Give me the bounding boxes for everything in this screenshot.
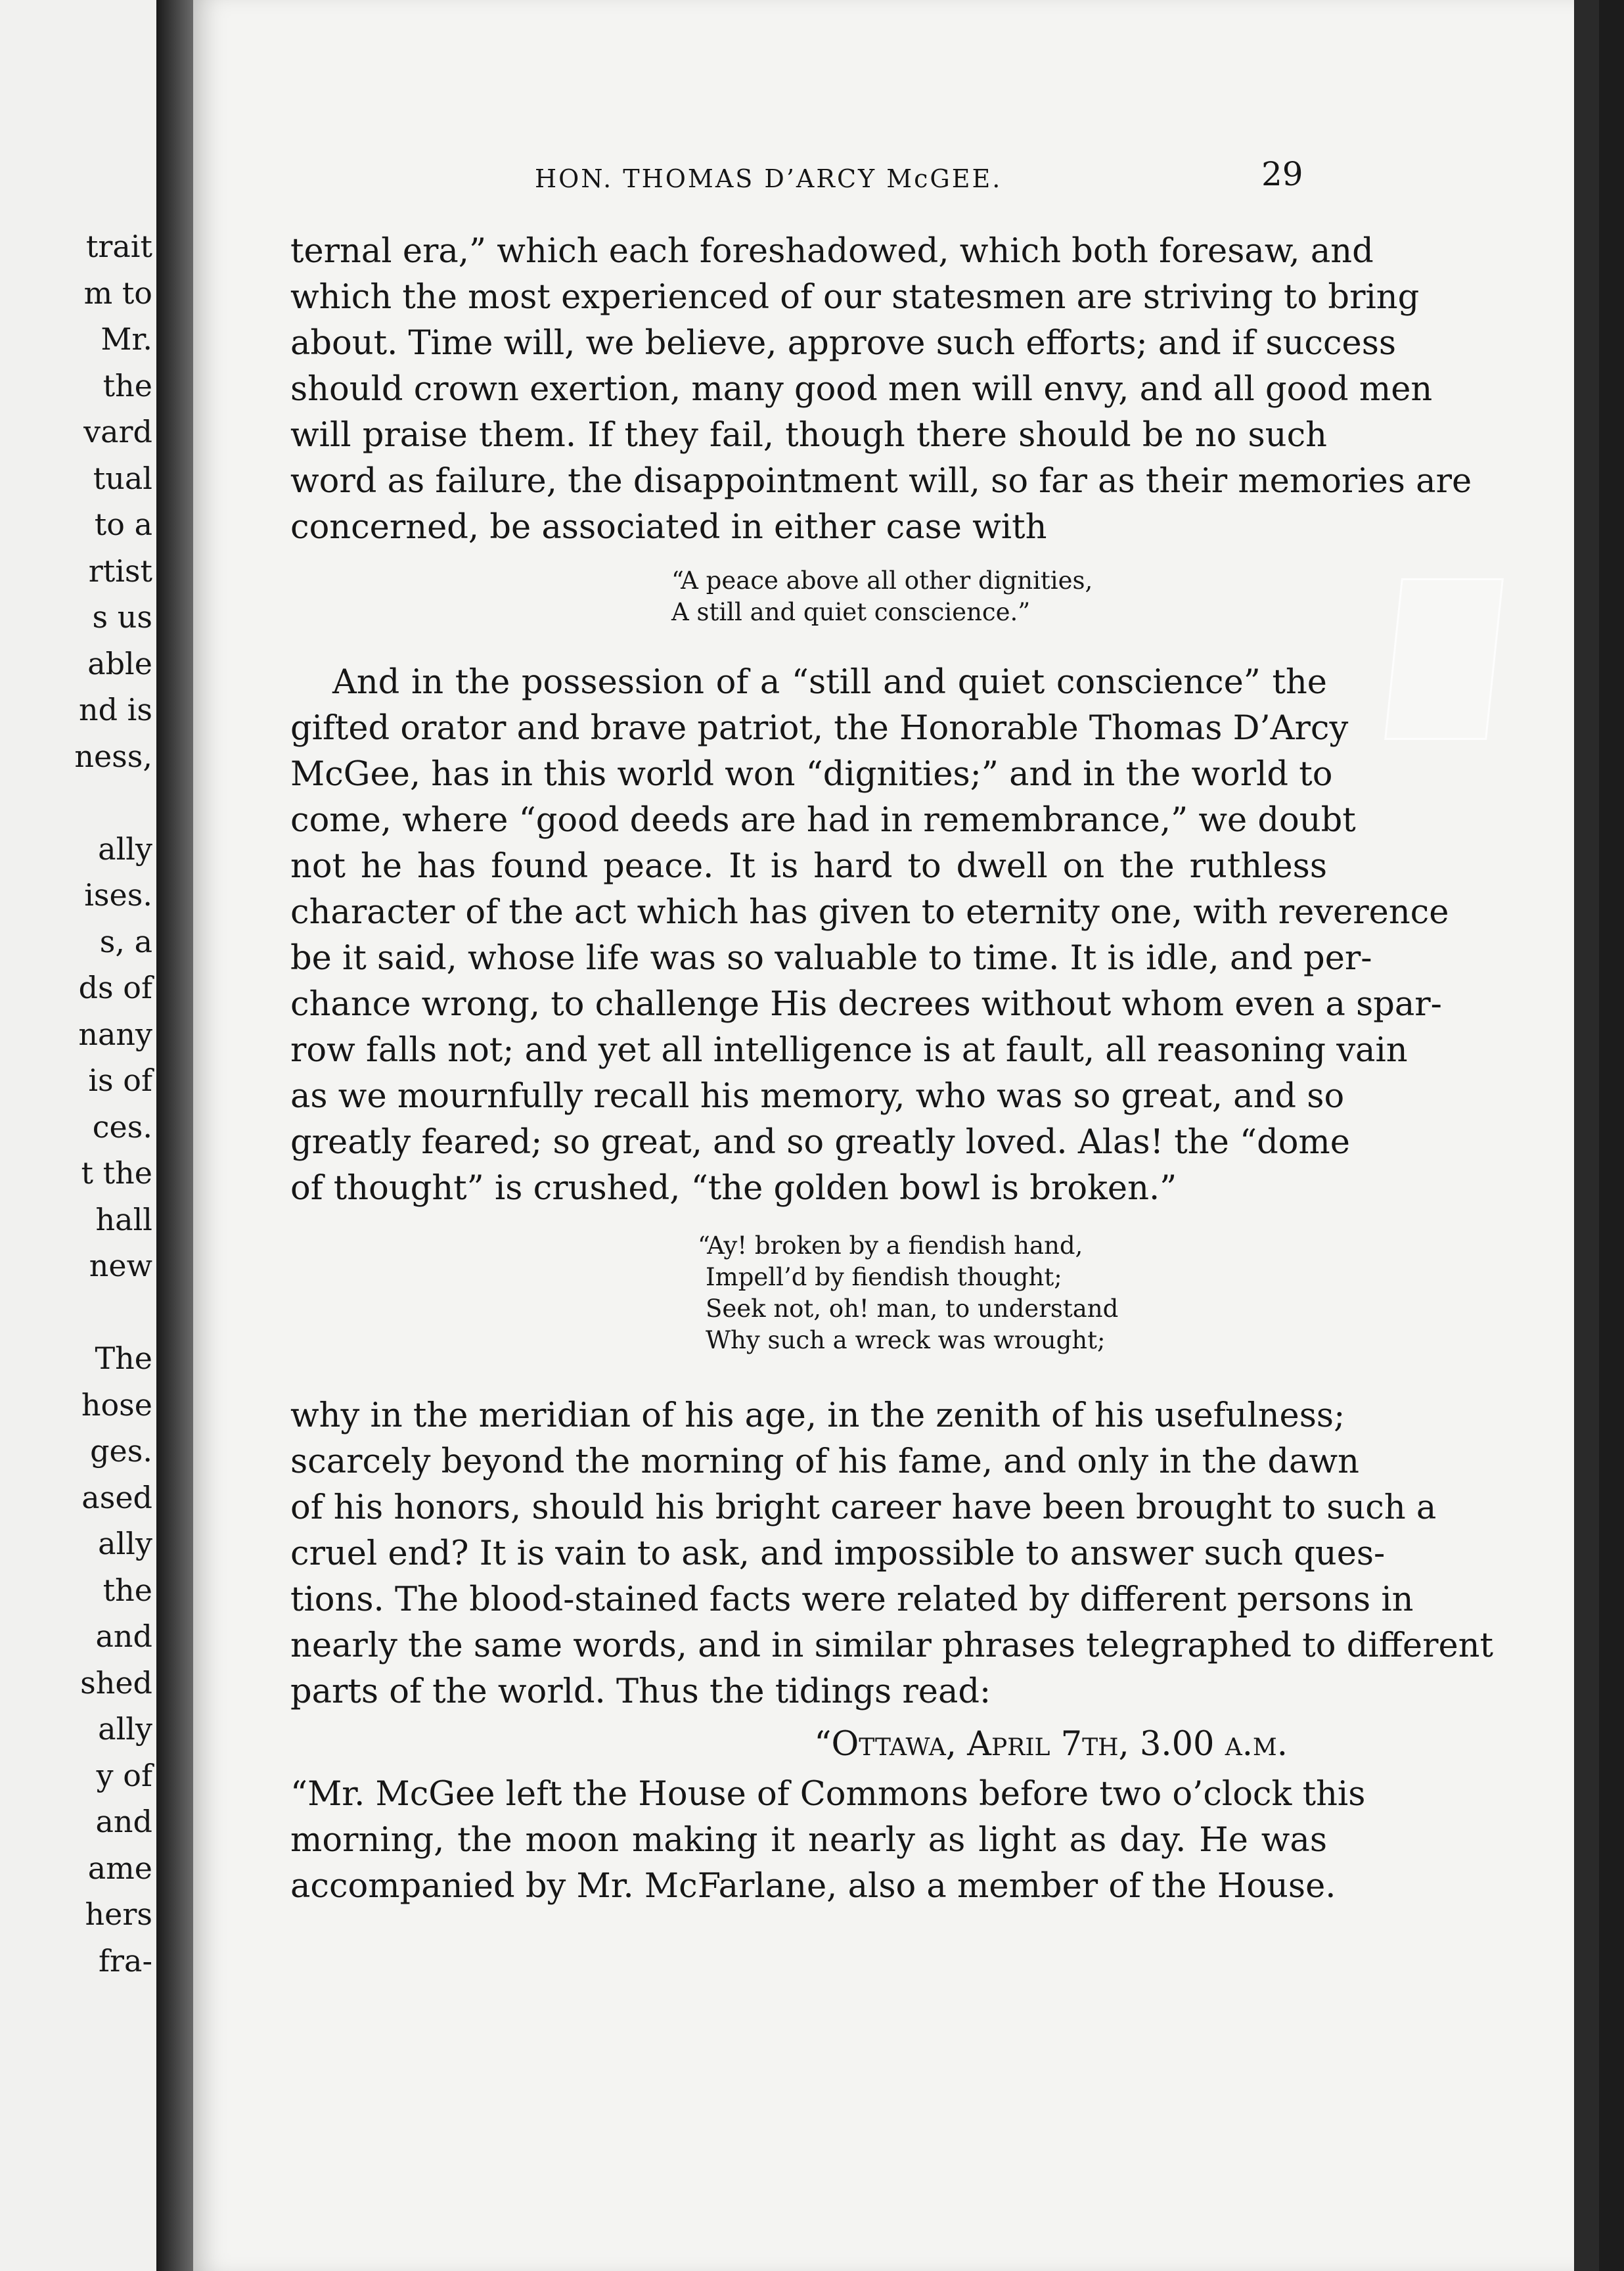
verse-line: “A peace above all other dignities,	[671, 566, 1093, 595]
left-page-fragment: s, a	[99, 923, 152, 959]
paragraph-1	[290, 229, 1472, 551]
telegram-dateline	[290, 1722, 1327, 1768]
left-page-fragment: ds of	[78, 970, 152, 1005]
left-page-fragment: ally	[98, 1711, 152, 1747]
text-line: why in the meridian of his age, in the zenith of his usefulness;	[290, 1396, 1345, 1435]
left-page-fragment: rtist	[88, 553, 152, 589]
book-page	[193, 0, 1599, 2271]
text-line: be it said, whose life was so valuable to time. It is idle, and per-	[290, 939, 1372, 978]
left-page-fragment: vard	[83, 414, 152, 449]
left-page-fragment: ame	[87, 1850, 152, 1886]
left-page-fragment: hers	[85, 1896, 152, 1932]
body-text	[290, 229, 1493, 1910]
text-line: “Mr. McGee left the House of Commons before two o’clock this	[290, 1775, 1366, 1814]
text-line: of his honors, should his bright career have been brought to such a	[290, 1488, 1437, 1527]
text-line: morning, the moon making it nearly as light as day. He was	[290, 1821, 1327, 1860]
left-page-fragment: ness,	[74, 738, 152, 774]
left-page-fragment: s us	[92, 599, 152, 635]
left-page-fragment: t the	[81, 1155, 152, 1191]
left-page-fragment: fra-	[99, 1942, 152, 1979]
left-facing-page	[0, 0, 156, 2271]
text-line: McGee, has in this world won “dignities;” and in the world to	[290, 755, 1333, 794]
text-line: row falls not; and yet all intelligence is at fault, all reasoning vain	[290, 1031, 1408, 1070]
verse-line: A still and quiet conscience.”	[671, 598, 1031, 626]
page-number: 29	[1261, 155, 1303, 193]
text-line: cruel end? It is vain to ask, and impossible to answer such ques-	[290, 1534, 1386, 1573]
left-page-fragment: the	[102, 367, 152, 403]
text-line: nearly the same words, and in similar phrases telegraphed to different	[290, 1626, 1493, 1665]
dateline-date: , April 7th, 3.00 a.m.	[945, 1725, 1288, 1764]
text-line: tions. The blood-stained facts were related by different persons in	[290, 1580, 1414, 1619]
left-page-fragment: hose	[81, 1387, 152, 1423]
left-page-fragment: Mr.	[101, 321, 152, 357]
left-page-fragment: and	[95, 1618, 152, 1654]
paragraph-2	[290, 660, 1449, 1212]
verse-quote-1	[671, 565, 1327, 628]
left-page-fragment: and	[95, 1804, 152, 1839]
text-line: concerned, be associated in either case with	[290, 508, 1047, 547]
text-line: And in the possession of a “still and quiet conscience” the	[332, 663, 1327, 702]
paper-tear-mark	[1384, 578, 1504, 740]
text-line: should crown exertion, many good men will envy, and all good men	[290, 370, 1433, 409]
dateline-place: Ottawa	[831, 1725, 946, 1764]
text-line: word as failure, the disappointment will, so far as their memories are	[290, 462, 1472, 501]
paragraph-4	[290, 1772, 1366, 1910]
text-line: accompanied by Mr. McFarlane, also a member of the House.	[290, 1867, 1336, 1906]
verse-quote-2	[698, 1230, 1327, 1356]
text-line: not he has found peace. It is hard to dwell on the ruthless	[290, 847, 1327, 886]
left-page-fragment: is of	[88, 1063, 152, 1098]
left-page-fragment: nd is	[78, 692, 152, 727]
left-page-fragment	[8, 779, 152, 826]
left-page-fragment: ally	[98, 831, 152, 867]
left-page-fragment: trait	[85, 229, 152, 264]
left-page-fragment: new	[89, 1248, 152, 1283]
left-page-fragment: ises.	[84, 877, 152, 913]
left-page-fragment: ges.	[90, 1433, 152, 1469]
verse-line: Why such a wreck was wrought;	[706, 1326, 1106, 1354]
paragraph-3	[290, 1393, 1493, 1715]
left-page-fragment: hall	[95, 1201, 152, 1237]
page-header	[193, 152, 1599, 205]
left-page-fragment: m to	[83, 275, 152, 311]
text-line: chance wrong, to challenge His decrees without whom even a spar-	[290, 985, 1442, 1024]
page-right-edge	[1574, 0, 1599, 2271]
left-page-fragment: the	[102, 1572, 152, 1608]
left-page-fragment: nany	[78, 1016, 152, 1052]
text-line: about. Time will, we believe, approve such efforts; and if success	[290, 324, 1397, 363]
left-page-fragment: able	[87, 645, 152, 681]
text-line: which the most experienced of our statesmen are striving to bring	[290, 278, 1420, 317]
running-head: HON. THOMAS D’ARCY McGEE.	[535, 164, 1003, 193]
left-page-line-fragments	[8, 223, 152, 1984]
text-line: will praise them. If they fail, though there should be no such	[290, 416, 1327, 455]
verse-line: Impell’d by fiendish thought;	[706, 1263, 1062, 1291]
text-line: gifted orator and brave patriot, the Honorable Thomas D’Arcy	[290, 709, 1349, 748]
book-gutter	[156, 0, 193, 2271]
text-line: of thought” is crushed, “the golden bowl is broken.”	[290, 1169, 1177, 1208]
text-line: greatly feared; so great, and so greatly loved. Alas! the “dome	[290, 1123, 1350, 1162]
left-page-fragment: to a	[94, 507, 152, 542]
left-page-fragment	[8, 1289, 152, 1336]
text-line: character of the act which has given to eternity one, with reverence	[290, 893, 1449, 932]
left-page-fragment: tual	[93, 460, 152, 496]
text-line: parts of the world. Thus the tidings read:	[290, 1672, 991, 1711]
text-line: come, where “good deeds are had in remembrance,” we doubt	[290, 801, 1356, 840]
left-page-fragment: y of	[96, 1757, 152, 1793]
left-page-fragment: ased	[81, 1479, 152, 1515]
left-page-fragment: ally	[98, 1526, 152, 1561]
left-page-fragment: shed	[80, 1664, 152, 1701]
text-line: ternal era,” which each foreshadowed, which both foresaw, and	[290, 232, 1374, 271]
left-page-fragment: ces.	[92, 1109, 152, 1145]
text-line: scarcely beyond the morning of his fame, and only in the dawn	[290, 1442, 1359, 1481]
verse-line: “Ay! broken by a fiendish hand,	[698, 1231, 1083, 1260]
dateline-open-quote: “	[814, 1725, 832, 1764]
text-line: as we mournfully recall his memory, who was so great, and so	[290, 1077, 1345, 1116]
left-page-fragment: The	[95, 1341, 152, 1376]
verse-line: Seek not, oh! man, to understand	[706, 1295, 1119, 1323]
